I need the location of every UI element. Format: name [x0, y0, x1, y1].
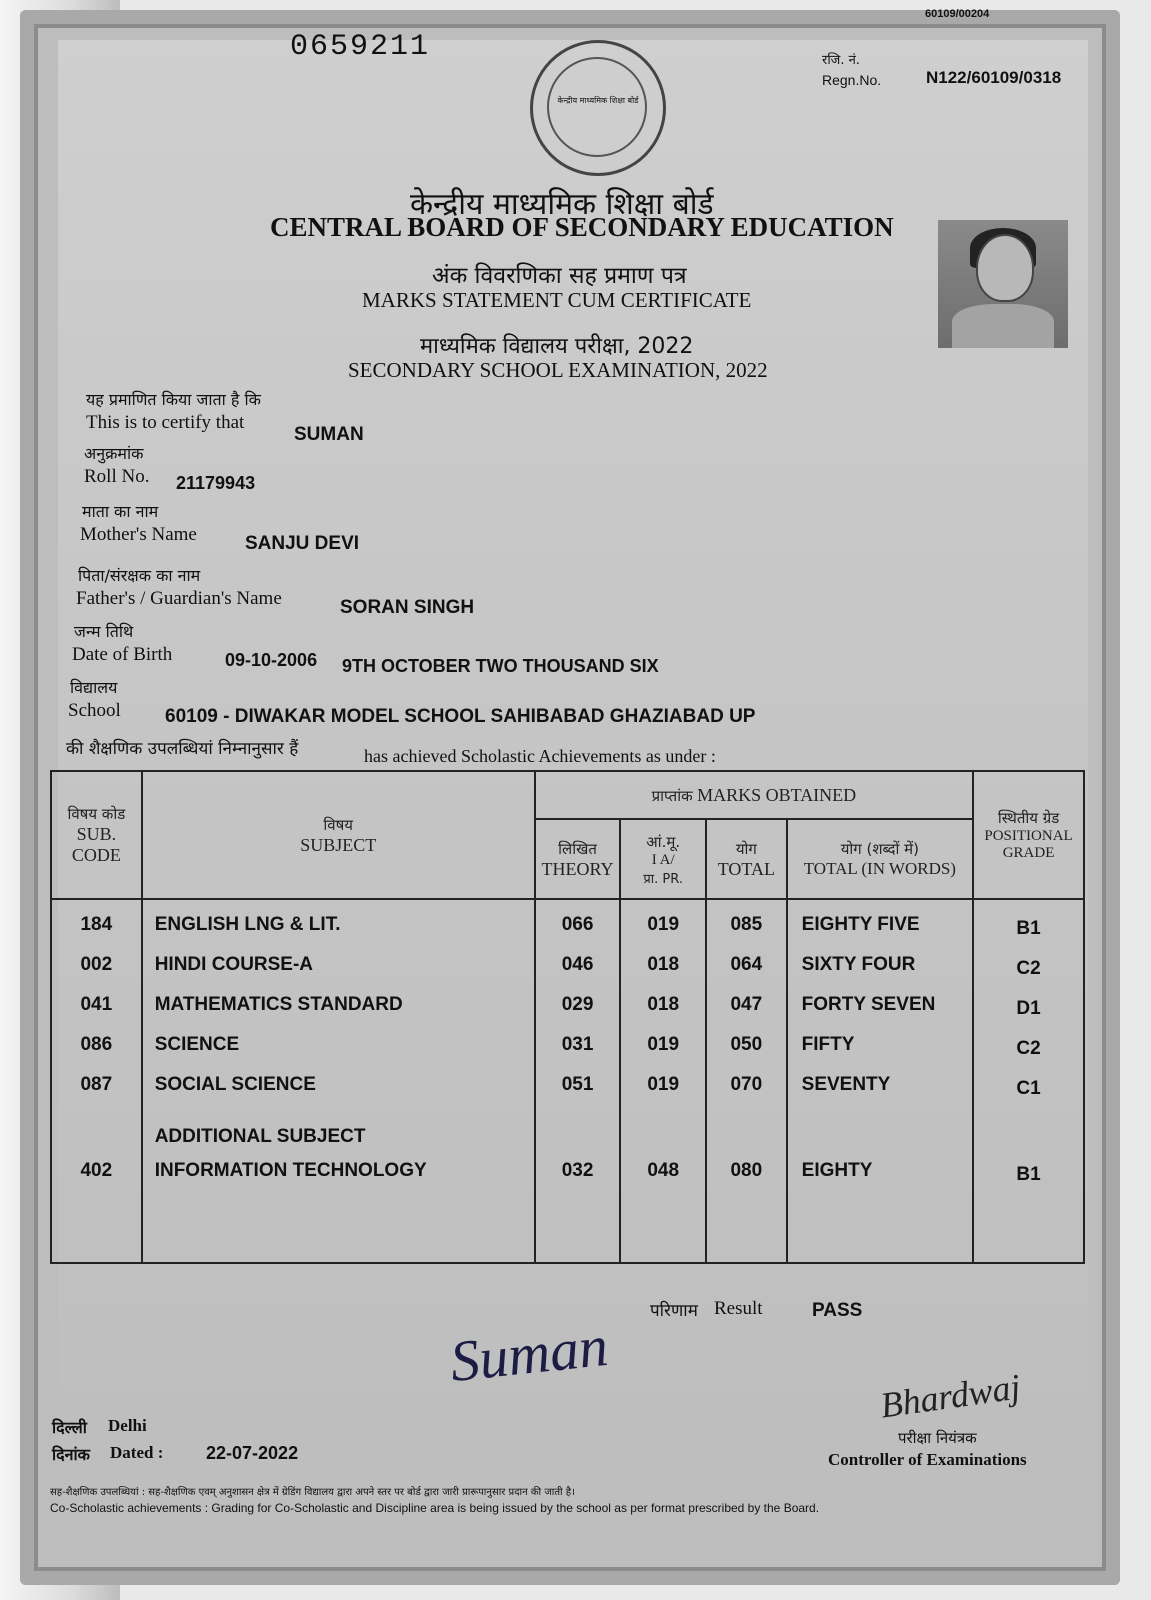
row-ia: 048	[647, 1160, 680, 1181]
row-grade: B1	[1016, 1164, 1041, 1185]
row-subject: HINDI COURSE-A	[154, 954, 314, 975]
code-column	[51, 899, 142, 1263]
result-label: Result	[714, 1298, 763, 1319]
row-theory: 031	[561, 1034, 594, 1055]
dob-words: 9TH OCTOBER TWO THOUSAND SIX	[342, 656, 659, 676]
certify-label: This is to certify that	[86, 412, 245, 433]
row-total: 085	[730, 914, 763, 935]
mother-label-hindi: माता का नाम	[82, 502, 159, 521]
row-code: 002	[80, 954, 113, 975]
subject-header	[142, 771, 535, 899]
row-words: FORTY SEVEN	[801, 994, 936, 1015]
table-body-row	[51, 899, 1084, 1263]
regn-number: N122/60109/0318	[926, 68, 1062, 87]
row-subject: MATHEMATICS STANDARD	[154, 994, 403, 1015]
words-header-hindi: योग (शब्दों में)	[840, 840, 919, 858]
top-right-code: 60109/00204	[925, 8, 990, 20]
roll-number: 21179943	[176, 473, 256, 493]
row-grade: C1	[1016, 1078, 1041, 1099]
grade-header-hindi: स्थितीय ग्रेड	[997, 809, 1060, 827]
row-words: EIGHTY	[801, 1160, 873, 1181]
row-theory: 051	[561, 1074, 594, 1095]
row-subject: SCIENCE	[154, 1034, 240, 1055]
dob-value: 09-10-2006	[225, 650, 318, 670]
row-grade: C2	[1016, 958, 1041, 979]
row-ia: 018	[647, 994, 680, 1015]
photo-face	[976, 234, 1034, 302]
total-header-en: TOTAL	[717, 858, 775, 879]
dob-label-hindi: जन्म तिथि	[74, 622, 134, 641]
school-value: 60109 - DIWAKAR MODEL SCHOOL SAHIBABAD GHAZIABAD UP	[165, 706, 756, 727]
regn-label-hindi: रजि. नं.	[822, 53, 860, 68]
marks-table	[50, 770, 1085, 1264]
roll-label-hindi: अनुक्रमांक	[84, 444, 144, 463]
mother-name: SANJU DEVI	[245, 533, 360, 554]
student-name: SUMAN	[294, 424, 364, 445]
regn-label: Regn.No.	[822, 72, 882, 88]
document-title: MARKS STATEMENT CUM CERTIFICATE	[362, 288, 752, 312]
father-name: SORAN SINGH	[340, 597, 475, 618]
total-header-hindi: योग	[735, 839, 757, 858]
row-code: 402	[80, 1160, 113, 1181]
theory-header-en: THEORY	[541, 858, 614, 879]
row-grade: C2	[1016, 1038, 1041, 1059]
row-words: SIXTY FOUR	[801, 954, 916, 975]
row-words: EIGHTY FIVE	[801, 914, 920, 935]
row-ia: 019	[647, 914, 680, 935]
ia-column	[620, 899, 706, 1263]
total-header	[706, 819, 787, 899]
achievements-hindi: की शैक्षणिक उपलब्धियां निम्नानुसार हैं	[66, 739, 299, 759]
row-total: 064	[730, 954, 763, 975]
row-total: 047	[730, 994, 763, 1015]
father-label-hindi: पिता/संरक्षक का नाम	[78, 566, 201, 585]
marks-header-hindi: प्राप्तांक	[651, 786, 693, 805]
sub-code-header-en: SUB. CODE	[71, 824, 121, 865]
exam-title: SECONDARY SCHOOL EXAMINATION, 2022	[348, 358, 768, 382]
issue-date: 22-07-2022	[206, 1443, 299, 1463]
mother-label: Mother's Name	[80, 524, 197, 545]
emblem-ring	[547, 57, 647, 157]
theory-header-hindi: लिखित	[558, 839, 597, 858]
place-hindi: दिल्ली	[52, 1418, 87, 1437]
controller-title: Controller of Examinations	[828, 1450, 1027, 1469]
place: Delhi	[108, 1416, 147, 1435]
ia-header	[620, 819, 706, 899]
school-label-hindi: विद्यालय	[70, 678, 118, 697]
dated-label: Dated :	[110, 1443, 164, 1462]
row-words: FIFTY	[801, 1034, 855, 1055]
row-theory: 046	[561, 954, 594, 975]
row-theory: 066	[561, 914, 594, 935]
subject-header-en: SUBJECT	[300, 834, 377, 855]
row-words: SEVENTY	[801, 1074, 891, 1095]
father-label: Father's / Guardian's Name	[76, 588, 282, 609]
dated-label-hindi: दिनांक	[52, 1445, 90, 1464]
row-code: 087	[80, 1074, 113, 1095]
emblem-text: केन्द्रीय माध्यमिक शिक्षा बोर्ड	[557, 96, 639, 105]
roll-label: Roll No.	[84, 466, 150, 487]
sub-code-header-hindi: विषय कोड	[67, 805, 126, 823]
grade-header-en: POSITIONAL GRADE	[984, 828, 1073, 861]
row-code: 041	[80, 994, 113, 1015]
controller-signature: Bhardwaj	[877, 1366, 1023, 1426]
board-title-hindi: केन्द्रीय माध्यमिक शिक्षा बोर्ड	[410, 187, 714, 222]
grade-header	[973, 771, 1084, 899]
row-code: 086	[80, 1034, 113, 1055]
row-theory: 032	[561, 1160, 594, 1181]
row-subject: SOCIAL SCIENCE	[154, 1074, 316, 1095]
ia-header-pr: प्रा. PR.	[643, 871, 683, 887]
ia-header-hindi: आं.मू.	[646, 832, 681, 851]
grade-column	[973, 899, 1084, 1263]
photo-body	[952, 304, 1054, 348]
student-photo	[938, 220, 1068, 348]
document-title-hindi: अंक विवरणिका सह प्रमाण पत्र	[432, 263, 687, 289]
co-scholastic-note: Co-Scholastic achievements : Grading for Co-Scholastic and Discipline area is being issued by the school as per format prescribed by the Board.	[50, 1501, 820, 1515]
row-total: 050	[730, 1034, 763, 1055]
additional-subject-label: ADDITIONAL SUBJECT	[154, 1126, 366, 1147]
row-ia: 019	[647, 1034, 680, 1055]
result-label-hindi: परिणाम	[650, 1301, 698, 1321]
row-ia: 018	[647, 954, 680, 975]
subject-column	[142, 899, 535, 1263]
school-label: School	[68, 700, 121, 721]
exam-title-hindi: माध्यमिक विद्यालय परीक्षा, 2022	[420, 334, 694, 359]
dob-label: Date of Birth	[72, 644, 173, 665]
theory-header	[535, 819, 621, 899]
row-grade: B1	[1016, 918, 1041, 939]
row-total: 080	[730, 1160, 763, 1181]
row-grade: D1	[1016, 998, 1041, 1019]
controller-title-hindi: परीक्षा नियंत्रक	[898, 1429, 977, 1447]
table-header-row-1	[51, 771, 1084, 819]
marks-obtained-header	[535, 771, 973, 819]
subject-header-hindi: विषय	[323, 815, 353, 834]
sub-code-header	[51, 771, 142, 899]
row-subject: INFORMATION TECHNOLOGY	[154, 1160, 427, 1181]
theory-column	[535, 899, 621, 1263]
total-column	[706, 899, 787, 1263]
student-signature: Suman	[447, 1312, 611, 1395]
row-subject: ENGLISH LNG & LIT.	[154, 914, 341, 935]
words-header-en: TOTAL (IN WORDS)	[803, 859, 956, 878]
ia-header-en: I A/	[651, 851, 675, 868]
achievements-text: has achieved Scholastic Achievements as under :	[364, 746, 716, 766]
row-total: 070	[730, 1074, 763, 1095]
board-title: CENTRAL BOARD OF SECONDARY EDUCATION	[270, 212, 894, 242]
row-ia: 019	[647, 1074, 680, 1095]
co-scholastic-note-hindi: सह-शैक्षणिक उपलब्धियां : सह-शैक्षणिक एवम् अनुशासन क्षेत्र में ग्रेडिंग विद्यालय द्वारा अपने स्तर पर बोर्ड द्वारा जारी प्रारूपानुसार प्रदान की जाती है।	[50, 1487, 575, 1498]
row-code: 184	[80, 914, 113, 935]
cbse-emblem	[530, 40, 666, 176]
result-value: PASS	[812, 1300, 863, 1321]
row-theory: 029	[561, 994, 594, 1015]
certify-label-hindi: यह प्रमाणित किया जाता है कि	[86, 390, 261, 409]
serial-number: 0659211	[290, 30, 431, 64]
marks-header-en: MARKS OBTAINED	[697, 784, 857, 805]
words-header	[787, 819, 973, 899]
words-column	[787, 899, 973, 1263]
